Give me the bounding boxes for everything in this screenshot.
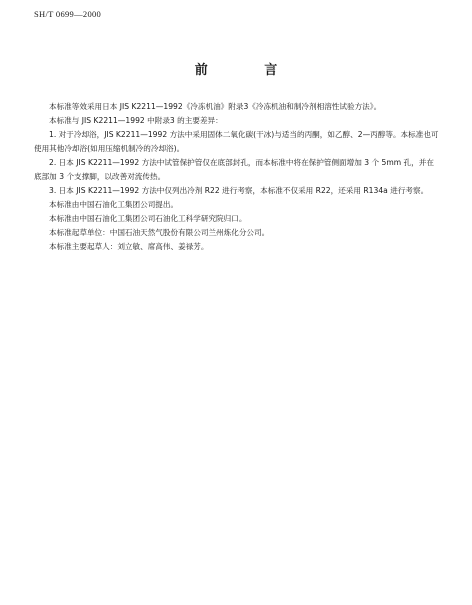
list-item-difference-1: 1. 对于冷却浴，JIS K2211—1992 方法中采用固体二氧化碳(干冰)与适当的丙酮，如乙醇、2—丙醇等。本标准也可使用其他冷却浴(如用压缩机制冷的冷却浴)。 — [34, 130, 439, 153]
paragraph-differences-heading: 本标准与 JIS K2211—1992 中附录3 的主要差异： — [49, 116, 223, 125]
paragraph-proposer: 本标准由中国石油化工集团公司提出。 — [49, 200, 179, 209]
paragraph-intro: 本标准等效采用日本 JIS K2211—1992《冷冻机油》附录3《冷冻机油和制冷剂相溶性试验方法》。 — [49, 102, 382, 111]
document-body — [34, 100, 440, 254]
paragraph-centralized: 本标准由中国石油化工集团公司石油化工科学研究院归口。 — [49, 214, 247, 223]
standard-number: SH/T 0699—2000 — [34, 9, 102, 19]
paragraph-drafting-unit: 本标准起草单位：中国石油天然气股份有限公司兰州炼化分公司。 — [49, 228, 270, 237]
list-item-difference-2: 2. 日本 JIS K2211—1992 方法中试管保护管仅在底部封孔，而本标准中将在保护管侧面增加 3 个 5mm 孔，并在底部加 3 个支撑脚，以改善对流传热。 — [34, 158, 434, 181]
page-title: 前 言 — [194, 63, 304, 78]
list-item-difference-3: 3. 日本 JIS K2211—1992 方法中仅列出冷剂 R22 进行考察，本标准不仅采用 R22，还采用 R134a 进行考察。 — [49, 186, 429, 195]
paragraph-drafters: 本标准主要起草人：刘立敏、席高伟、姜禄芳。 — [49, 242, 209, 251]
